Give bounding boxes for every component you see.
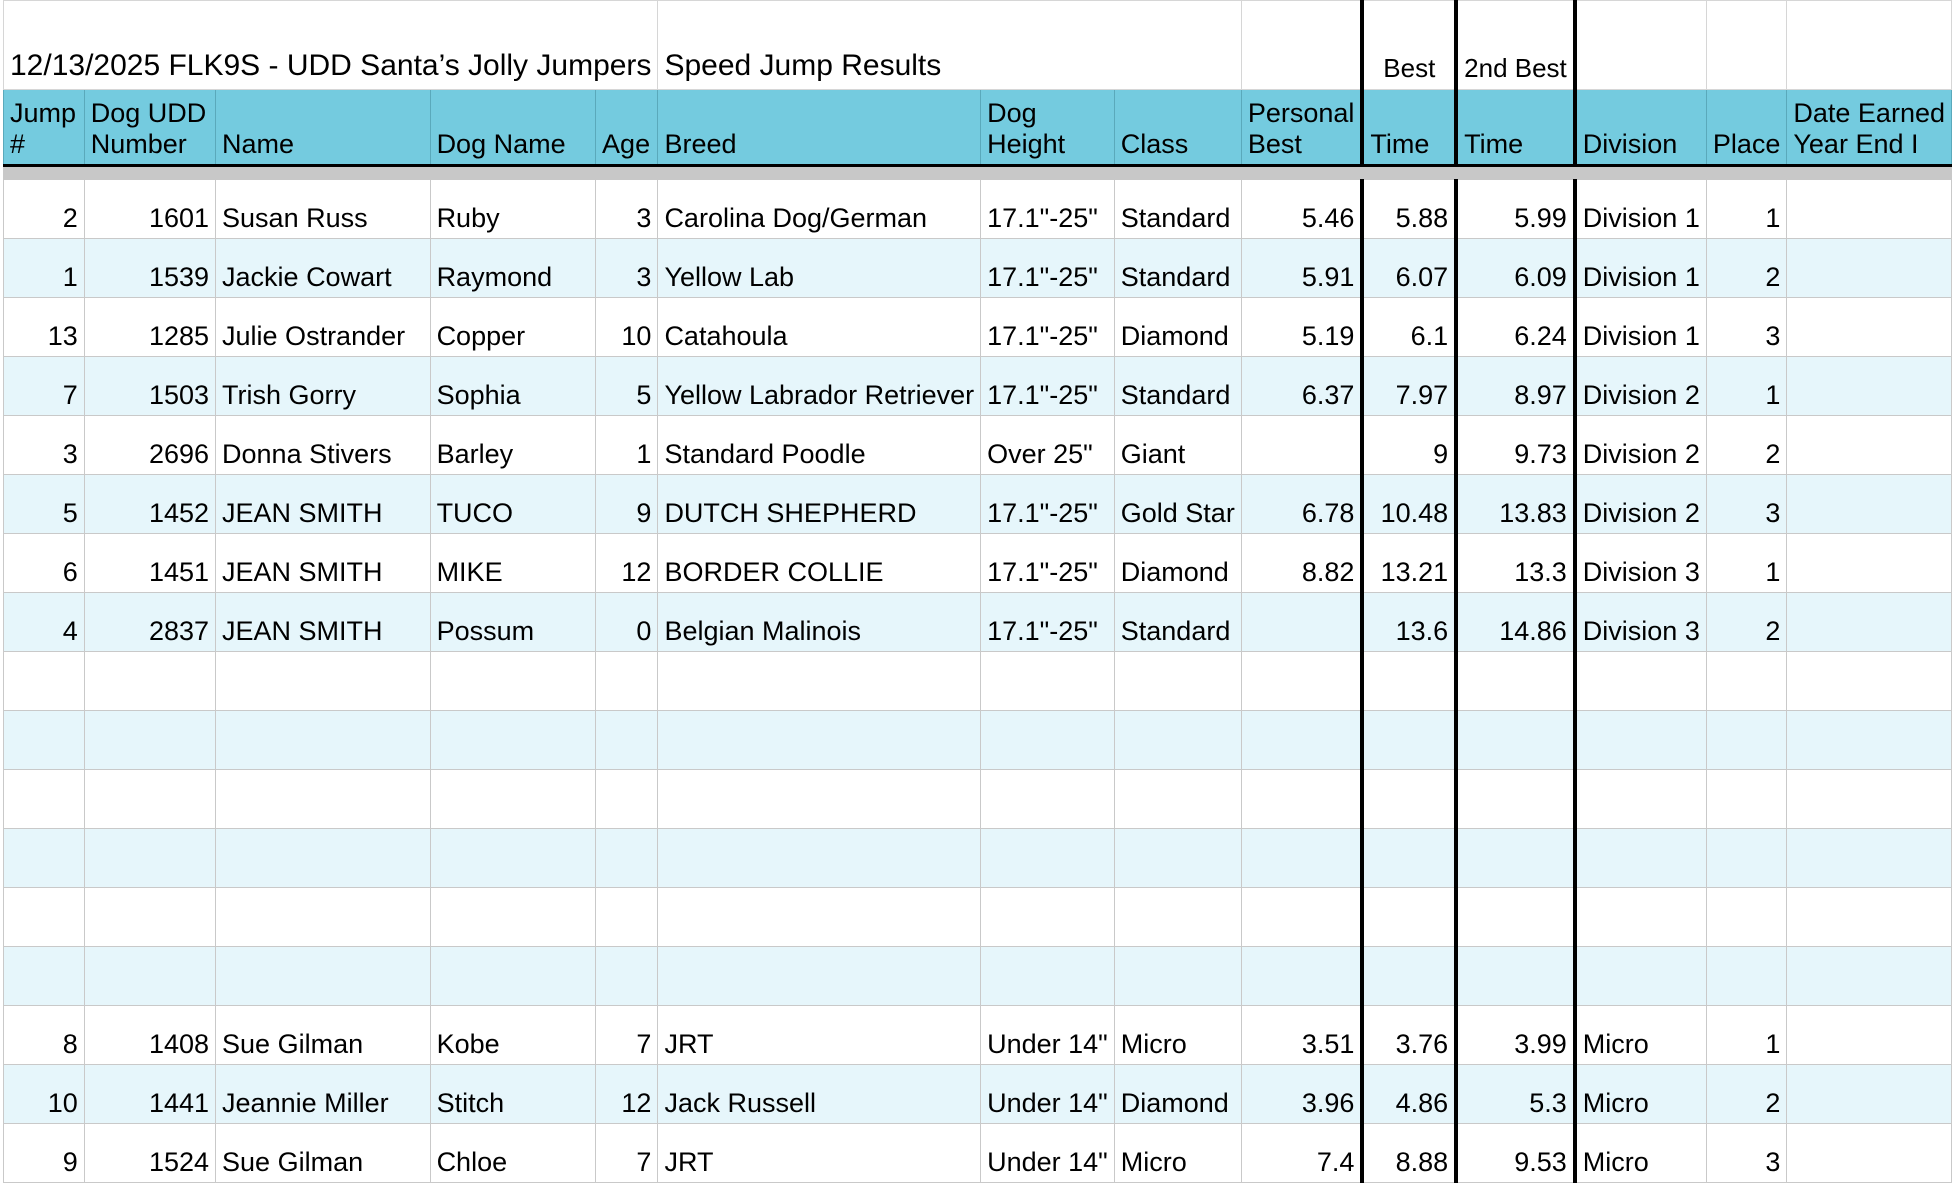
cell-best-time[interactable]: 13.6	[1362, 593, 1456, 652]
cell-class[interactable]: Gold Star	[1114, 475, 1241, 534]
cell-age[interactable]: 3	[596, 180, 658, 239]
cell-date-earned[interactable]	[1787, 770, 1952, 829]
cell-division[interactable]: Micro	[1575, 1065, 1707, 1124]
cell-class[interactable]: Diamond	[1114, 534, 1241, 593]
cell-dog-name[interactable]: Sophia	[430, 357, 595, 416]
cell-personal-best[interactable]	[1241, 888, 1362, 947]
sheet-title[interactable]: 12/13/2025 FLK9S - UDD Santa’s Jolly Jumpers	[4, 1, 658, 90]
cell-jump[interactable]: 13	[4, 298, 85, 357]
cell-breed[interactable]: DUTCH SHEPHERD	[658, 475, 981, 534]
cell-name[interactable]	[216, 829, 431, 888]
cell-jump[interactable]: 1	[4, 239, 85, 298]
cell-place[interactable]: 1	[1706, 180, 1787, 239]
cell-jump[interactable]: 2	[4, 180, 85, 239]
cell-udd-number[interactable]	[84, 711, 215, 770]
cell-division[interactable]	[1575, 770, 1707, 829]
cell-division[interactable]	[1575, 652, 1707, 711]
cell-second-time[interactable]: 6.09	[1456, 239, 1575, 298]
cell-age[interactable]	[596, 947, 658, 1006]
cell-personal-best[interactable]: 6.78	[1241, 475, 1362, 534]
cell-best-time[interactable]: 5.88	[1362, 180, 1456, 239]
cell-empty[interactable]	[1706, 1, 1787, 90]
cell-jump[interactable]	[4, 770, 85, 829]
table-row	[4, 1065, 1952, 1124]
cell-empty[interactable]	[1575, 1, 1707, 90]
cell-age[interactable]	[596, 829, 658, 888]
cell-udd-number[interactable]	[84, 829, 215, 888]
cell-age[interactable]: 5	[596, 357, 658, 416]
cell-dog-name[interactable]	[430, 652, 595, 711]
cell-breed[interactable]: BORDER COLLIE	[658, 534, 981, 593]
cell-name[interactable]: Trish Gorry	[216, 357, 431, 416]
cell-date-earned[interactable]	[1787, 1124, 1952, 1183]
cell-date-earned[interactable]	[1787, 475, 1952, 534]
cell-division[interactable]	[1575, 947, 1707, 1006]
cell-place[interactable]: 3	[1706, 298, 1787, 357]
cell-division[interactable]	[1575, 888, 1707, 947]
cell-place[interactable]: 2	[1706, 239, 1787, 298]
cell-best-time[interactable]	[1362, 711, 1456, 770]
cell-division[interactable]: Division 2	[1575, 475, 1707, 534]
cell-dog-name[interactable]	[430, 947, 595, 1006]
cell-dog-name[interactable]: Stitch	[430, 1065, 595, 1124]
cell-name[interactable]: JEAN SMITH	[216, 475, 431, 534]
header-age[interactable]: Age	[596, 90, 658, 166]
cell-division[interactable]	[1575, 711, 1707, 770]
cell-best-time[interactable]	[1362, 888, 1456, 947]
cell-breed[interactable]: Yellow Lab	[658, 239, 981, 298]
cell-name[interactable]	[216, 652, 431, 711]
table-row	[4, 298, 1952, 357]
cell-best-time[interactable]: 8.88	[1362, 1124, 1456, 1183]
cell-breed[interactable]: Belgian Malinois	[658, 593, 981, 652]
cell-dog-name[interactable]: Kobe	[430, 1006, 595, 1065]
cell-place[interactable]	[1706, 888, 1787, 947]
cell-date-earned[interactable]	[1787, 1065, 1952, 1124]
cell-place[interactable]: 3	[1706, 1124, 1787, 1183]
cell-personal-best[interactable]: 3.51	[1241, 1006, 1362, 1065]
cell-breed[interactable]	[658, 888, 981, 947]
cell-second-time[interactable]: 14.86	[1456, 593, 1575, 652]
table-row	[4, 475, 1952, 534]
cell-dog-name[interactable]: Chloe	[430, 1124, 595, 1183]
cell-second-time[interactable]	[1456, 652, 1575, 711]
cell-personal-best[interactable]	[1241, 711, 1362, 770]
cell-class[interactable]: Diamond	[1114, 1065, 1241, 1124]
cell-personal-best[interactable]: 6.37	[1241, 357, 1362, 416]
header-dog-name[interactable]: Dog Name	[430, 90, 595, 166]
cell-dog-height[interactable]	[981, 711, 1115, 770]
cell-age[interactable]	[596, 711, 658, 770]
cell-best-time[interactable]: 4.86	[1362, 1065, 1456, 1124]
cell-dog-name[interactable]: Ruby	[430, 180, 595, 239]
cell-second-time[interactable]: 8.97	[1456, 357, 1575, 416]
header-division[interactable]: Division	[1575, 90, 1707, 166]
spacer-cell	[4, 166, 1952, 180]
cell-udd-number[interactable]	[84, 770, 215, 829]
cell-division[interactable]	[1575, 829, 1707, 888]
cell-division[interactable]: Division 3	[1575, 593, 1707, 652]
cell-personal-best[interactable]: 5.46	[1241, 180, 1362, 239]
cell-dog-height[interactable]: 17.1"-25"	[981, 534, 1115, 593]
cell-class[interactable]: Giant	[1114, 416, 1241, 475]
cell-best-time[interactable]	[1362, 947, 1456, 1006]
cell-breed[interactable]	[658, 770, 981, 829]
cell-best-time[interactable]	[1362, 770, 1456, 829]
cell-personal-best[interactable]	[1241, 770, 1362, 829]
cell-class[interactable]	[1114, 888, 1241, 947]
cell-place[interactable]: 2	[1706, 416, 1787, 475]
cell-name[interactable]: JEAN SMITH	[216, 593, 431, 652]
cell-personal-best[interactable]	[1241, 416, 1362, 475]
cell-age[interactable]	[596, 888, 658, 947]
cell-age[interactable]: 9	[596, 475, 658, 534]
cell-udd-number[interactable]: 1451	[84, 534, 215, 593]
cell-place[interactable]: 3	[1706, 475, 1787, 534]
cell-udd-number[interactable]: 1601	[84, 180, 215, 239]
cell-age[interactable]: 1	[596, 416, 658, 475]
sheet-subtitle[interactable]: Speed Jump Results	[658, 1, 1241, 90]
cell-division[interactable]: Division 2	[1575, 416, 1707, 475]
cell-date-earned[interactable]	[1787, 298, 1952, 357]
cell-class[interactable]: Standard	[1114, 357, 1241, 416]
cell-class[interactable]	[1114, 947, 1241, 1006]
cell-name[interactable]: Donna Stivers	[216, 416, 431, 475]
cell-udd-number[interactable]: 1539	[84, 239, 215, 298]
cell-name[interactable]	[216, 770, 431, 829]
cell-place[interactable]	[1706, 770, 1787, 829]
cell-division[interactable]: Division 2	[1575, 357, 1707, 416]
cell-dog-height[interactable]: 17.1"-25"	[981, 475, 1115, 534]
cell-breed[interactable]: Jack Russell	[658, 1065, 981, 1124]
table-row	[4, 180, 1952, 239]
cell-age[interactable]: 7	[596, 1124, 658, 1183]
cell-dog-name[interactable]	[430, 711, 595, 770]
cell-udd-number[interactable]: 1441	[84, 1065, 215, 1124]
cell-age[interactable]	[596, 770, 658, 829]
cell-jump[interactable]: 4	[4, 593, 85, 652]
cell-date-earned[interactable]	[1787, 829, 1952, 888]
cell-dog-height[interactable]: 17.1"-25"	[981, 180, 1115, 239]
cell-second-time[interactable]: 5.99	[1456, 180, 1575, 239]
cell-division[interactable]: Division 1	[1575, 180, 1707, 239]
header-second-time[interactable]: Time	[1456, 90, 1575, 166]
cell-breed[interactable]	[658, 829, 981, 888]
cell-class[interactable]: Diamond	[1114, 298, 1241, 357]
table-row	[4, 534, 1952, 593]
table-row	[4, 357, 1952, 416]
header-personal-best[interactable]: Personal Best	[1241, 90, 1362, 166]
cell-jump[interactable]	[4, 888, 85, 947]
cell-place[interactable]: 1	[1706, 357, 1787, 416]
cell-age[interactable]: 3	[596, 239, 658, 298]
cell-second-time[interactable]: 13.83	[1456, 475, 1575, 534]
cell-class[interactable]: Standard	[1114, 593, 1241, 652]
table-row	[4, 239, 1952, 298]
title-row	[4, 1, 1952, 90]
cell-dog-height[interactable]	[981, 770, 1115, 829]
cell-breed[interactable]	[658, 947, 981, 1006]
header-row	[4, 90, 1952, 166]
cell-division[interactable]: Micro	[1575, 1124, 1707, 1183]
cell-division[interactable]: Division 1	[1575, 239, 1707, 298]
cell-jump[interactable]: 9	[4, 1124, 85, 1183]
header-best-time[interactable]: Time	[1362, 90, 1456, 166]
cell-dog-name[interactable]	[430, 770, 595, 829]
cell-name[interactable]: Sue Gilman	[216, 1124, 431, 1183]
header-dog-height[interactable]: Dog Height	[981, 90, 1115, 166]
cell-date-earned[interactable]	[1787, 357, 1952, 416]
cell-date-earned[interactable]	[1787, 947, 1952, 1006]
cell-dog-name[interactable]: Raymond	[430, 239, 595, 298]
cell-name[interactable]: Sue Gilman	[216, 1006, 431, 1065]
cell-breed[interactable]: JRT	[658, 1124, 981, 1183]
cell-dog-height[interactable]	[981, 829, 1115, 888]
cell-class[interactable]	[1114, 770, 1241, 829]
cell-age[interactable]: 0	[596, 593, 658, 652]
cell-age[interactable]: 7	[596, 1006, 658, 1065]
cell-best-time[interactable]: 6.1	[1362, 298, 1456, 357]
cell-breed[interactable]	[658, 711, 981, 770]
cell-second-time[interactable]: 5.3	[1456, 1065, 1575, 1124]
cell-udd-number[interactable]: 1285	[84, 298, 215, 357]
cell-personal-best[interactable]: 8.82	[1241, 534, 1362, 593]
cell-name[interactable]	[216, 947, 431, 1006]
cell-udd-number[interactable]: 1503	[84, 357, 215, 416]
header-date-earned[interactable]: Date Earned Year End I	[1787, 90, 1952, 166]
cell-dog-height[interactable]: 17.1"-25"	[981, 593, 1115, 652]
cell-dog-height[interactable]: Over 25"	[981, 416, 1115, 475]
cell-name[interactable]: Jeannie Miller	[216, 1065, 431, 1124]
cell-class[interactable]	[1114, 711, 1241, 770]
cell-personal-best[interactable]	[1241, 593, 1362, 652]
cell-udd-number[interactable]	[84, 888, 215, 947]
cell-udd-number[interactable]: 1408	[84, 1006, 215, 1065]
cell-date-earned[interactable]	[1787, 534, 1952, 593]
cell-udd-number[interactable]: 2696	[84, 416, 215, 475]
cell-udd-number[interactable]: 2837	[84, 593, 215, 652]
cell-place[interactable]	[1706, 829, 1787, 888]
cell-class[interactable]: Standard	[1114, 180, 1241, 239]
cell-personal-best[interactable]: 5.91	[1241, 239, 1362, 298]
cell-best-time[interactable]	[1362, 829, 1456, 888]
cell-breed[interactable]	[658, 652, 981, 711]
header-udd-number[interactable]: Dog UDD Number	[84, 90, 215, 166]
header-class[interactable]: Class	[1114, 90, 1241, 166]
cell-second-time[interactable]: 13.3	[1456, 534, 1575, 593]
table-row	[4, 1006, 1952, 1065]
cell-age[interactable]: 12	[596, 534, 658, 593]
cell-breed[interactable]: Catahoula	[658, 298, 981, 357]
cell-dog-height[interactable]	[981, 652, 1115, 711]
cell-name[interactable]: Susan Russ	[216, 180, 431, 239]
cell-best-time[interactable]	[1362, 652, 1456, 711]
cell-udd-number[interactable]: 1524	[84, 1124, 215, 1183]
cell-udd-number[interactable]	[84, 652, 215, 711]
cell-jump[interactable]: 10	[4, 1065, 85, 1124]
cell-jump[interactable]	[4, 829, 85, 888]
cell-breed[interactable]: Yellow Labrador Retriever	[658, 357, 981, 416]
cell-jump[interactable]	[4, 652, 85, 711]
cell-place[interactable]: 2	[1706, 1065, 1787, 1124]
cell-second-time[interactable]: 9.73	[1456, 416, 1575, 475]
header-breed[interactable]: Breed	[658, 90, 981, 166]
cell-division[interactable]: Division 3	[1575, 534, 1707, 593]
cell-division[interactable]: Division 1	[1575, 298, 1707, 357]
cell-name[interactable]: Jackie Cowart	[216, 239, 431, 298]
results-table	[3, 0, 1952, 1183]
cell-second-time[interactable]	[1456, 770, 1575, 829]
cell-class[interactable]: Micro	[1114, 1124, 1241, 1183]
cell-best-time[interactable]: 3.76	[1362, 1006, 1456, 1065]
cell-second-time[interactable]: 6.24	[1456, 298, 1575, 357]
header-jump[interactable]: Jump #	[4, 90, 85, 166]
empty-row	[4, 652, 1952, 711]
cell-best-time[interactable]: 7.97	[1362, 357, 1456, 416]
table-row	[4, 1124, 1952, 1183]
cell-second-time[interactable]	[1456, 829, 1575, 888]
cell-dog-height[interactable]: Under 14"	[981, 1006, 1115, 1065]
cell-personal-best[interactable]: 7.4	[1241, 1124, 1362, 1183]
cell-jump[interactable]: 6	[4, 534, 85, 593]
cell-dog-height[interactable]: 17.1"-25"	[981, 357, 1115, 416]
cell-second-time[interactable]	[1456, 947, 1575, 1006]
cell-personal-best[interactable]	[1241, 829, 1362, 888]
cell-jump[interactable]	[4, 711, 85, 770]
cell-best-time[interactable]: 9	[1362, 416, 1456, 475]
cell-dog-height[interactable]: 17.1"-25"	[981, 239, 1115, 298]
cell-name[interactable]: JEAN SMITH	[216, 534, 431, 593]
cell-date-earned[interactable]	[1787, 1006, 1952, 1065]
cell-dog-name[interactable]: MIKE	[430, 534, 595, 593]
cell-name[interactable]	[216, 711, 431, 770]
cell-dog-name[interactable]: Copper	[430, 298, 595, 357]
empty-row	[4, 829, 1952, 888]
best-label[interactable]: Best	[1362, 1, 1456, 90]
cell-dog-name[interactable]	[430, 888, 595, 947]
table-row	[4, 593, 1952, 652]
cell-place[interactable]	[1706, 711, 1787, 770]
header-spacer	[4, 166, 1952, 180]
empty-row	[4, 770, 1952, 829]
cell-class[interactable]	[1114, 829, 1241, 888]
cell-place[interactable]: 2	[1706, 593, 1787, 652]
cell-personal-best[interactable]: 3.96	[1241, 1065, 1362, 1124]
cell-date-earned[interactable]	[1787, 416, 1952, 475]
cell-class[interactable]	[1114, 652, 1241, 711]
cell-best-time[interactable]: 13.21	[1362, 534, 1456, 593]
cell-place[interactable]: 1	[1706, 534, 1787, 593]
cell-jump[interactable]: 5	[4, 475, 85, 534]
cell-name[interactable]: Julie Ostrander	[216, 298, 431, 357]
cell-breed[interactable]: JRT	[658, 1006, 981, 1065]
cell-dog-name[interactable]: Barley	[430, 416, 595, 475]
cell-breed[interactable]: Standard Poodle	[658, 416, 981, 475]
cell-second-time[interactable]	[1456, 888, 1575, 947]
cell-date-earned[interactable]	[1787, 711, 1952, 770]
cell-second-time[interactable]: 9.53	[1456, 1124, 1575, 1183]
cell-breed[interactable]: Carolina Dog/German	[658, 180, 981, 239]
cell-place[interactable]	[1706, 652, 1787, 711]
cell-date-earned[interactable]	[1787, 652, 1952, 711]
cell-best-time[interactable]: 10.48	[1362, 475, 1456, 534]
cell-empty[interactable]	[1241, 1, 1362, 90]
cell-date-earned[interactable]	[1787, 593, 1952, 652]
cell-date-earned[interactable]	[1787, 888, 1952, 947]
cell-name[interactable]	[216, 888, 431, 947]
header-name[interactable]: Name	[216, 90, 431, 166]
cell-jump[interactable]: 3	[4, 416, 85, 475]
second-best-label[interactable]: 2nd Best	[1456, 1, 1575, 90]
cell-udd-number[interactable]: 1452	[84, 475, 215, 534]
empty-row	[4, 947, 1952, 1006]
cell-dog-height[interactable]: Under 14"	[981, 1124, 1115, 1183]
cell-jump[interactable]	[4, 947, 85, 1006]
cell-personal-best[interactable]	[1241, 947, 1362, 1006]
cell-class[interactable]: Micro	[1114, 1006, 1241, 1065]
cell-best-time[interactable]: 6.07	[1362, 239, 1456, 298]
cell-age[interactable]: 10	[596, 298, 658, 357]
header-place[interactable]: Place	[1706, 90, 1787, 166]
cell-second-time[interactable]: 3.99	[1456, 1006, 1575, 1065]
cell-date-earned[interactable]	[1787, 180, 1952, 239]
cell-second-time[interactable]	[1456, 711, 1575, 770]
cell-dog-height[interactable]: 17.1"-25"	[981, 298, 1115, 357]
cell-date-earned[interactable]	[1787, 239, 1952, 298]
cell-personal-best[interactable]	[1241, 652, 1362, 711]
cell-age[interactable]	[596, 652, 658, 711]
cell-place[interactable]: 1	[1706, 1006, 1787, 1065]
cell-empty[interactable]	[1787, 1, 1952, 90]
cell-class[interactable]: Standard	[1114, 239, 1241, 298]
empty-row	[4, 711, 1952, 770]
cell-jump[interactable]: 8	[4, 1006, 85, 1065]
cell-personal-best[interactable]: 5.19	[1241, 298, 1362, 357]
cell-dog-name[interactable]: TUCO	[430, 475, 595, 534]
table-row	[4, 416, 1952, 475]
empty-row	[4, 888, 1952, 947]
cell-dog-height[interactable]	[981, 888, 1115, 947]
cell-division[interactable]: Micro	[1575, 1006, 1707, 1065]
cell-place[interactable]	[1706, 947, 1787, 1006]
cell-age[interactable]: 12	[596, 1065, 658, 1124]
cell-jump[interactable]: 7	[4, 357, 85, 416]
cell-dog-height[interactable]: Under 14"	[981, 1065, 1115, 1124]
cell-udd-number[interactable]	[84, 947, 215, 1006]
cell-dog-name[interactable]: Possum	[430, 593, 595, 652]
cell-dog-height[interactable]	[981, 947, 1115, 1006]
cell-dog-name[interactable]	[430, 829, 595, 888]
